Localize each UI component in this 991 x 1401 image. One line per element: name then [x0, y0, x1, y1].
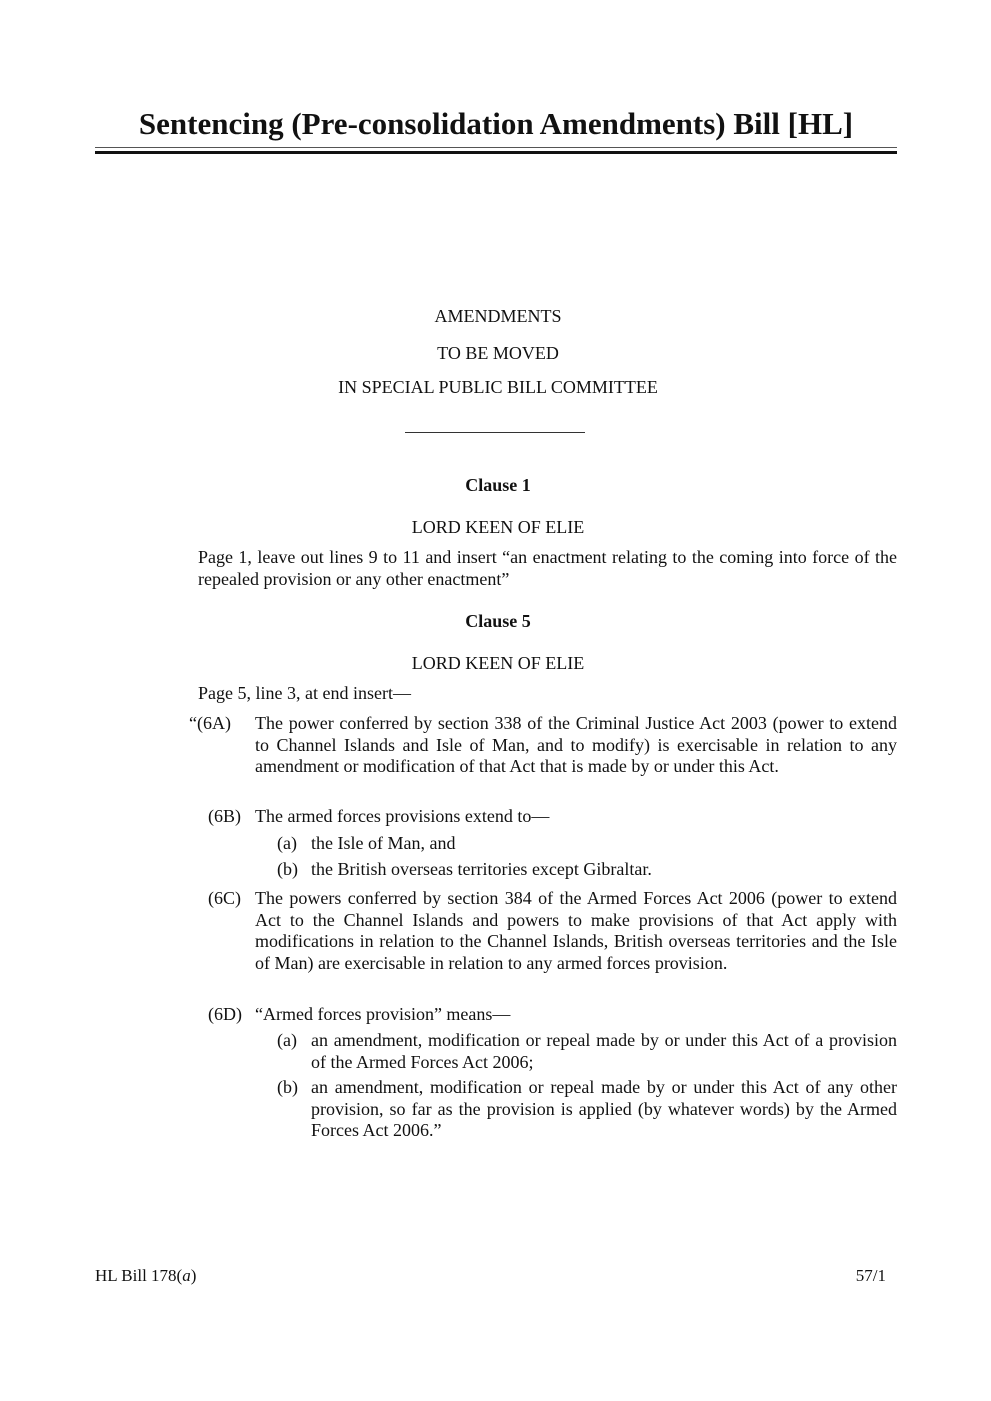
- subsection-6c: [198, 888, 897, 974]
- subsection-number: “(6A): [189, 713, 231, 733]
- subsection-text: The armed forces provisions extend to—: [255, 806, 550, 826]
- paragraph-label: (b): [277, 1077, 298, 1097]
- bill-number-close: ): [190, 1266, 197, 1285]
- clause-1-amendment: Page 1, leave out lines 9 to 11 and insert “an enactment relating to the coming into force of the repealed provision or any other enactment”: [198, 547, 897, 589]
- paragraph-label: (a): [277, 1030, 297, 1050]
- subsection-6a: [189, 713, 897, 778]
- bill-number-suffix: a: [182, 1266, 191, 1285]
- intro-line-1: AMENDMENTS: [434, 306, 562, 326]
- divider: [405, 432, 585, 433]
- title-rule-thin: [95, 147, 897, 148]
- subsection-number: (6B): [208, 806, 241, 826]
- bill-title: Sentencing (Pre-consolidation Amendments) Bill [HL]: [138, 106, 854, 141]
- paragraph-text: an amendment, modification or repeal made by or under this Act of any other provision, so far as the provision is applied (by whatever words) by the Armed Forces Act 2006.”: [311, 1077, 897, 1140]
- title-rule-thick: [95, 151, 897, 154]
- subsection-text: The powers conferred by section 384 of the Armed Forces Act 2006 (power to extend Act to the Channel Islands and powers to make provisions of that Act apply with modifications in relation to the Channel Islands, British overseas territories and the Isle of Man) are exercisable in relation to any armed forces provision.: [255, 888, 897, 973]
- subsection-6b: [198, 806, 897, 828]
- paragraph-6d-b: [277, 1077, 897, 1142]
- clause-5-heading: Clause 5: [465, 611, 531, 631]
- intro-line-2: TO BE MOVED: [437, 343, 559, 363]
- clause-1-heading: Clause 1: [465, 475, 531, 495]
- subsection-text: “Armed forces provision” means—: [255, 1004, 511, 1024]
- paragraph-6b-a: [277, 833, 897, 855]
- bill-number-prefix: HL Bill 178(: [95, 1266, 183, 1285]
- paragraph-6d-a: [277, 1030, 897, 1073]
- bill-number: [95, 1266, 196, 1286]
- paragraph-text: the Isle of Man, and: [311, 833, 456, 853]
- intro-line-3: IN SPECIAL PUBLIC BILL COMMITTEE: [338, 377, 658, 397]
- paragraph-text: an amendment, modification or repeal made by or under this Act of a provision of the Armed Forces Act 2006;: [311, 1030, 897, 1072]
- clause-5-amendment-intro: Page 5, line 3, at end insert—: [198, 683, 411, 703]
- subsection-6d: [198, 1004, 897, 1026]
- subsection-number: (6D): [208, 1004, 242, 1024]
- paragraph-text: the British overseas territories except Gibraltar.: [311, 859, 652, 879]
- clause-5-member: LORD KEEN OF ELIE: [411, 653, 585, 673]
- clause-1-member: LORD KEEN OF ELIE: [411, 517, 585, 537]
- paragraph-6b-b: [277, 859, 897, 881]
- paragraph-label: (a): [277, 833, 297, 853]
- page-reference: 57/1: [855, 1266, 886, 1285]
- subsection-number: (6C): [208, 888, 241, 908]
- paragraph-label: (b): [277, 859, 298, 879]
- subsection-text: The power conferred by section 338 of the Criminal Justice Act 2003 (power to extend to Channel Islands and Isle of Man, and to modify) is exercisable in relation to any amendment or modification of that Act that is made by or under this Act.: [255, 713, 897, 776]
